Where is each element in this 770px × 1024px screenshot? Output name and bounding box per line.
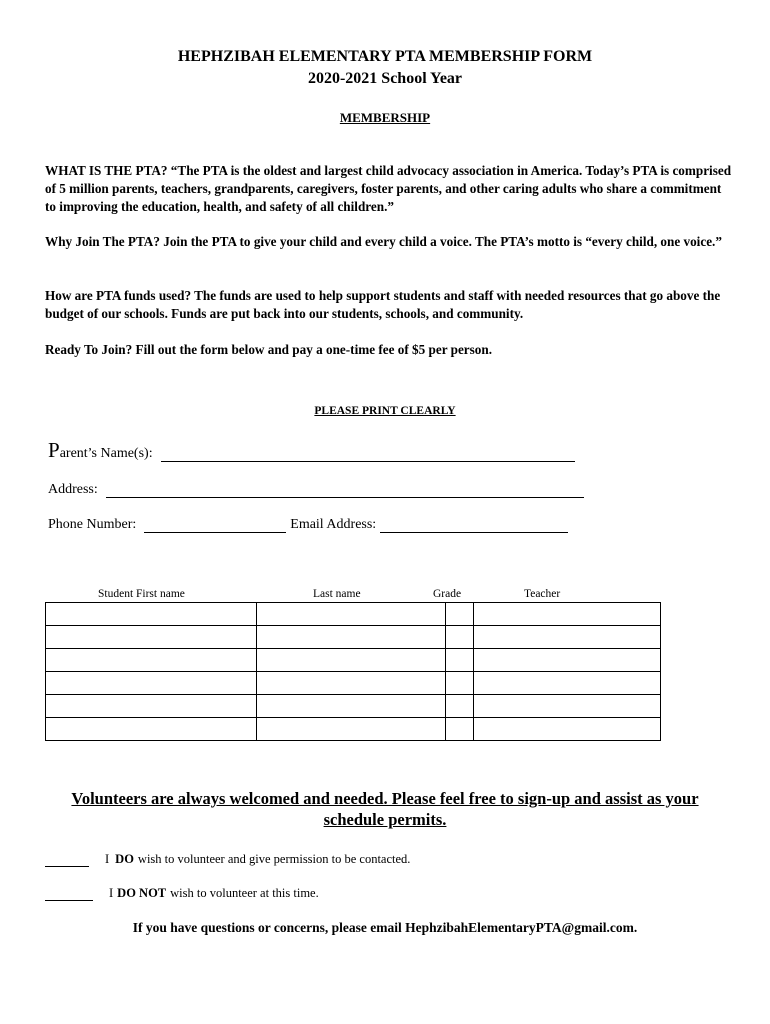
student-teacher-cell[interactable]: [474, 718, 661, 741]
student-grade-cell[interactable]: [446, 603, 474, 626]
parent-name-field[interactable]: [161, 447, 575, 462]
student-last-name-cell[interactable]: [257, 718, 446, 741]
student-grade-cell[interactable]: [446, 695, 474, 718]
table-row: [46, 672, 661, 695]
volunteer-no-option: [45, 886, 319, 901]
contact-email-line: If you have questions or concerns, please email HephzibahElementaryPTA@gmail.com.: [132, 920, 638, 935]
form-title: HEPHZIBAH ELEMENTARY PTA MEMBERSHIP FORM: [177, 48, 593, 65]
membership-heading: MEMBERSHIP: [339, 110, 431, 125]
table-row: [46, 649, 661, 672]
email-field[interactable]: [380, 518, 568, 533]
parent-name-row: [48, 439, 575, 462]
student-first-name-cell[interactable]: [46, 649, 257, 672]
student-last-name-cell[interactable]: [257, 603, 446, 626]
address-field[interactable]: [106, 483, 584, 498]
student-grade-cell[interactable]: [446, 626, 474, 649]
parent-name-initial: P: [48, 438, 60, 462]
email-label: Email Address:: [290, 517, 377, 532]
volunteer-yes-prefix: I: [105, 852, 110, 866]
address-row: [48, 482, 584, 498]
volunteer-yes-text: wish to volunteer and give permission to be contacted.: [137, 852, 411, 866]
funds-paragraph: How are PTA funds used? The funds are used to help support students and staff with needed resources that go above the budget of our schools. Funds are put back into our students, schools, and community.: [45, 288, 721, 321]
volunteer-no-blank[interactable]: [45, 888, 93, 901]
student-teacher-cell[interactable]: [474, 603, 661, 626]
column-header-grade: Grade: [433, 588, 462, 600]
volunteer-no-bold: DO NOT: [117, 886, 167, 900]
what-is-pta-paragraph: WHAT IS THE PTA? “The PTA is the oldest and largest child advocacy association in America. Today’s PTA is comprised of 5 million parents, teachers, grandparents, caregivers, foster parents, and other caring adults who share a commitment to improving the education, health, and safety of all children.”: [45, 163, 732, 214]
student-first-name-cell[interactable]: [46, 718, 257, 741]
volunteer-heading: Volunteers are always welcomed and needed. Please feel free to sign-up and assist as your schedule permits.: [71, 789, 699, 829]
column-header-first-name: Student First name: [98, 588, 185, 600]
volunteer-no-prefix: I: [109, 886, 114, 900]
student-grade-cell[interactable]: [446, 718, 474, 741]
volunteer-yes-blank[interactable]: [45, 854, 89, 867]
table-row: [46, 603, 661, 626]
student-last-name-cell[interactable]: [257, 695, 446, 718]
phone-field[interactable]: [144, 518, 286, 533]
ready-to-join-paragraph: Ready To Join? Fill out the form below and pay a one-time fee of $5 per person.: [45, 342, 493, 357]
address-label: Address:: [48, 482, 98, 497]
table-row: [46, 718, 661, 741]
student-teacher-cell[interactable]: [474, 695, 661, 718]
why-join-paragraph: Why Join The PTA? Join the PTA to give your child and every child a voice. The PTA’s motto is “every child, one voice.”: [45, 234, 722, 249]
student-grade-cell[interactable]: [446, 649, 474, 672]
student-last-name-cell[interactable]: [257, 672, 446, 695]
student-first-name-cell[interactable]: [46, 626, 257, 649]
student-teacher-cell[interactable]: [474, 649, 661, 672]
student-table: [45, 602, 661, 741]
volunteer-yes-option: [45, 852, 410, 867]
student-grade-cell[interactable]: [446, 672, 474, 695]
student-last-name-cell[interactable]: [257, 649, 446, 672]
student-first-name-cell[interactable]: [46, 672, 257, 695]
table-row: [46, 626, 661, 649]
table-row: [46, 695, 661, 718]
volunteer-yes-bold: DO: [115, 852, 134, 866]
student-first-name-cell[interactable]: [46, 603, 257, 626]
parent-name-label: [48, 439, 153, 462]
phone-label: Phone Number:: [48, 517, 137, 532]
student-first-name-cell[interactable]: [46, 695, 257, 718]
student-teacher-cell[interactable]: [474, 626, 661, 649]
student-last-name-cell[interactable]: [257, 626, 446, 649]
parent-name-label-rest: arent’s Name(s):: [59, 446, 153, 461]
school-year: 2020-2021 School Year: [307, 70, 463, 87]
print-clearly-instruction: PLEASE PRINT CLEARLY: [314, 405, 456, 417]
column-header-last-name: Last name: [313, 588, 361, 600]
student-teacher-cell[interactable]: [474, 672, 661, 695]
column-header-teacher: Teacher: [524, 588, 561, 600]
phone-email-row: [48, 517, 568, 533]
volunteer-no-text: wish to volunteer at this time.: [170, 886, 319, 900]
